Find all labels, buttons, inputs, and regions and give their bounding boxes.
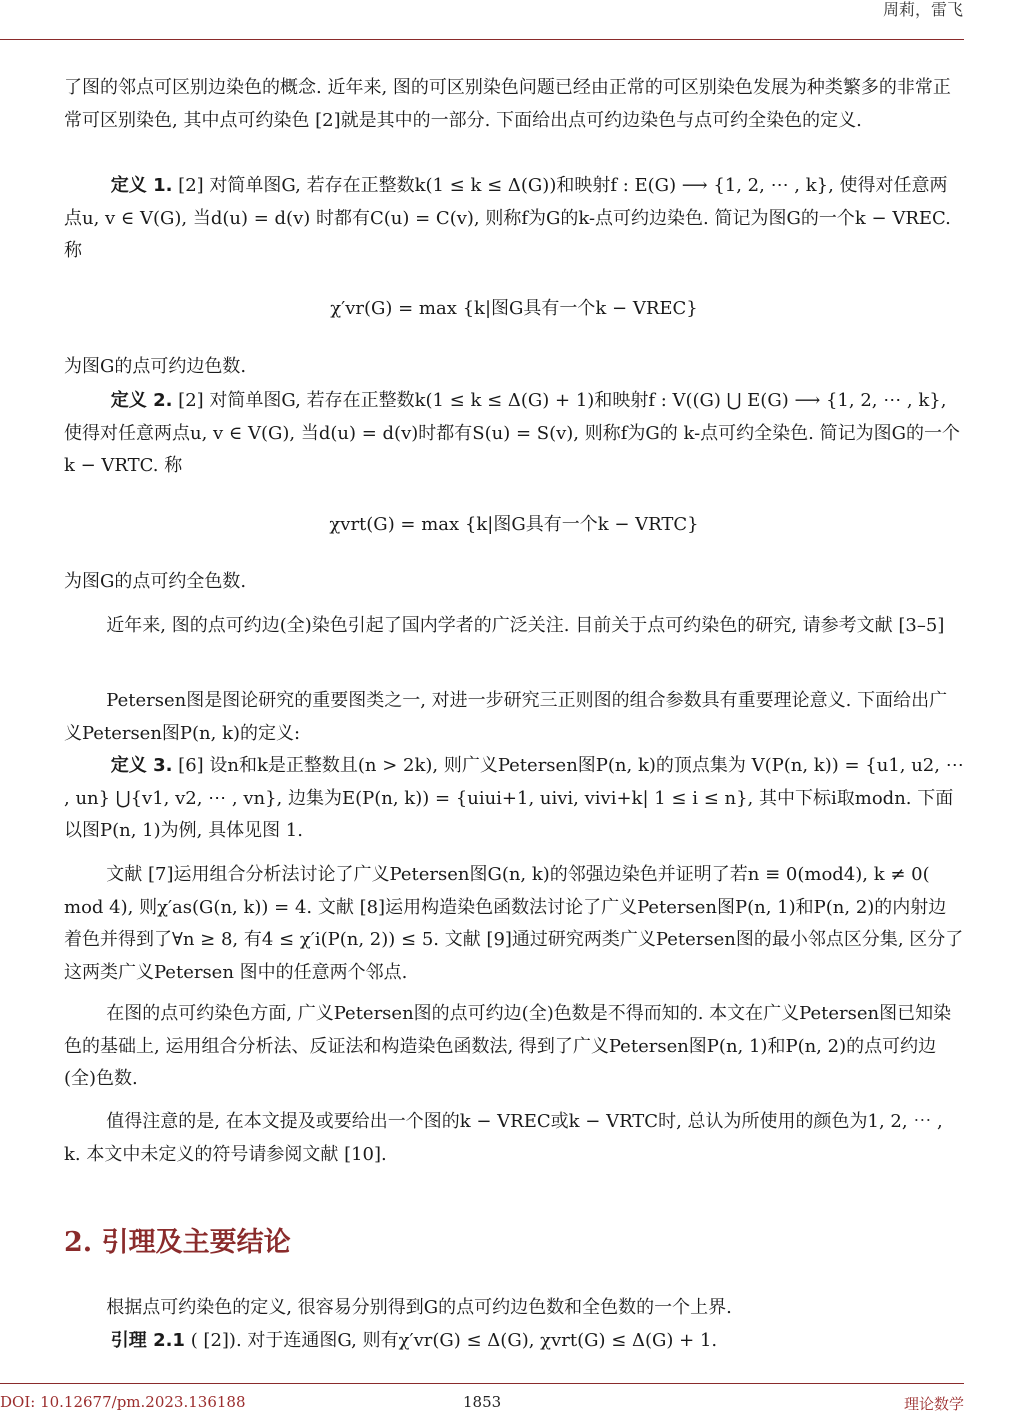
paragraph-note: 值得注意的是, 在本文提及或要给出一个图的k − VREC或k − VRTC时, 总认为所使用的颜色为1, 2, ⋯ , k. 本文中未定义的符号请参阅文献 [10].: [64, 1111, 943, 1165]
paragraph-aim: 在图的点可约染色方面, 广义Petersen图的点可约边(全)色数是不得而知的. 本文在广义Petersen图已知染色的基础上, 运用组合分析法、反证法和构造染色函数法, 得到了广义Petersen图P(n, 1)和P(n, 2)的点可约边(全)色数.: [64, 1003, 952, 1089]
footer-rule: [0, 1383, 964, 1384]
definition-2-text: [2] 对简单图G, 若存在正整数k(1 ≤ k ≤ Δ(G) + 1)和映射f : V((G) ⋃ E(G) ⟶ {1, 2, ⋯ , k}, 使得对任意两点u, v ∈ V(G), 当d(u) = d(v)时都有S(u) = S(v), 则称f为G的 k-点可约全染色. 简记为图G的一个k − VRTC. 称: [64, 390, 960, 476]
lemma-2-1: [64, 1325, 964, 1358]
paragraph-petersen: Petersen图是图论研究的重要图类之一, 对进一步研究三正则图的组合参数具有重要理论意义. 下面给出广义Petersen图P(n, k)的定义:: [64, 690, 948, 744]
definition-1-text: [2] 对简单图G, 若存在正整数k(1 ≤ k ≤ Δ(G))和映射f : E(G) ⟶ {1, 2, ⋯ , k}, 使得对任意两点u, v ∈ V(G), 当d(u) = d(v) 时都有C(u) = C(v), 则称f为G的k-点可约边染色. 简记为图G的一个k − VREC. 称: [64, 175, 951, 261]
paragraph-literature: 文献 [7]运用组合分析法讨论了广义Petersen图G(n, k)的邻强边染色并证明了若n ≡ 0(mod4), k ≠ 0( mod 4), 则χ′as(G(n, k)) = 4. 文献 [8]运用构造染色函数法讨论了广义Petersen图P(n, 1)和P(n, 2)的内射边着色并得到了∀n ≥ 8, 有4 ≤ χ′i(P(n, 2)) ≤ 5. 文献 [9]通过研究两类广义Petersen图的最小邻点区分集, 区分了这两类广义Petersen 图中的任意两个邻点.: [64, 864, 964, 983]
page-number: 1853: [463, 1393, 502, 1411]
section-heading: 2. 引理及主要结论: [64, 1227, 291, 1258]
definition-3-text: [6] 设n和k是正整数且(n > 2k), 则广义Petersen图P(n, k)的顶点集为 V(P(n, k)) = {u1, u2, ⋯ , un} ⋃{v1, v2, ⋯ , vn}, 边集为E(P(n, k)) = {uiui+1, uivi, vivi+k| 1 ≤ i ≤ n}, 其中下标i取modn. 下面以图P(n, 1)为例, 具体见图 1.: [64, 755, 964, 841]
lemma-text: ( [2]). 对于连通图G, 则有χ′vr(G) ≤ Δ(G), χvrt(G) ≤ Δ(G) + 1.: [190, 1330, 718, 1351]
definition-2: [64, 385, 964, 483]
header-rule: [0, 39, 964, 40]
footer-doi[interactable]: DOI: 10.12677/pm.2023.136188: [0, 1393, 246, 1411]
definition-1: [64, 170, 964, 268]
paragraph-intro: 了图的邻点可区别边染色的概念. 近年来, 图的可区别染色问题已经由正常的可区别染色发展为种类繁多的非常正常可区别染色, 其中点可约染色 [2]就是其中的一部分. 下面给出点可约边染色与点可约全染色的定义.: [64, 77, 951, 131]
paragraph-bound: 根据点可约染色的定义, 很容易分别得到G的点可约边色数和全色数的一个上界.: [106, 1297, 732, 1318]
formula-edge-chromatic: χ′vr(G) = max {k|图G具有一个k − VREC}: [330, 298, 698, 319]
lemma-label: 引理 2.1: [110, 1330, 185, 1351]
definition-2-conclusion: 为图G的点可约全色数.: [64, 571, 247, 592]
definition-2-label: 定义 2.: [110, 390, 173, 411]
running-header-authors: 周莉，雷飞: [882, 0, 963, 19]
definition-3-label: 定义 3.: [110, 755, 173, 776]
journal-name: 理论数学: [903, 1395, 964, 1413]
definition-1-conclusion: 为图G的点可约边色数.: [64, 356, 247, 377]
formula-total-chromatic: χvrt(G) = max {k|图G具有一个k − VRTC}: [329, 514, 699, 535]
definition-3: [64, 750, 964, 848]
definition-1-label: 定义 1.: [110, 175, 173, 196]
paragraph-recent: 近年来, 图的点可约边(全)染色引起了国内学者的广泛关注. 目前关于点可约染色的研究, 请参考文献 [3–5]: [106, 615, 945, 636]
